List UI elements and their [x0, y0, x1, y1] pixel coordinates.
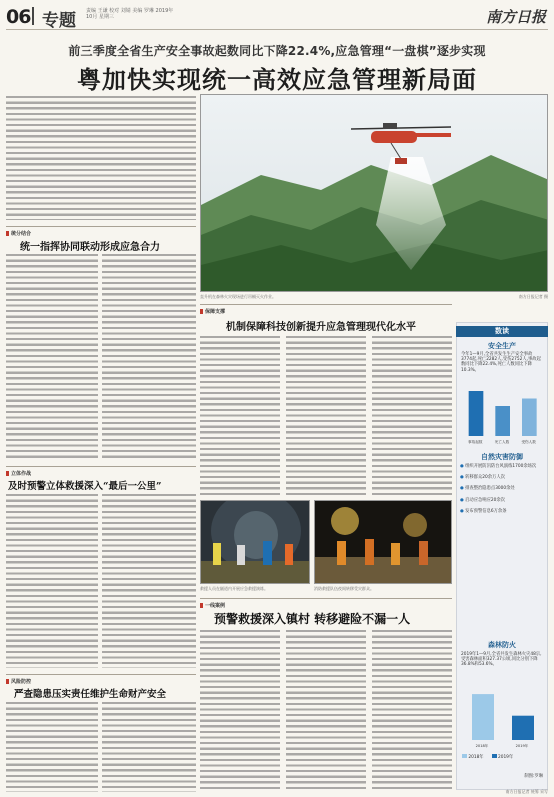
chart-bar	[472, 694, 494, 740]
body-text	[102, 494, 196, 668]
night-rescue-photo	[314, 500, 452, 584]
section-rule	[200, 598, 452, 599]
list-item: ● 排查整治隐患点3000余处	[460, 486, 515, 492]
legend-item: 2018年	[462, 754, 484, 760]
photo-caption: 消防救援队伍夜间转移受灾群众。	[314, 586, 374, 591]
forest-fire-bar-chart	[462, 686, 542, 742]
chart-category-label: 死亡人数	[494, 440, 510, 444]
section-label: 保障支撑	[200, 308, 225, 315]
section-rule	[200, 304, 452, 305]
list-item: ● 发布预警信息6万余条	[460, 508, 507, 514]
body-text	[6, 494, 98, 668]
chart-category-label: 2019年	[515, 744, 529, 748]
section-title: 统一指挥协同联动形成应急合力	[20, 242, 160, 253]
accident-chart-categories	[462, 440, 542, 445]
section-title: 机制保障科技创新提升应急管理现代化水平	[226, 322, 416, 333]
body-text	[102, 254, 196, 460]
section-name: 专题	[42, 11, 76, 31]
sidebar-block-title: 森林防火	[488, 641, 516, 649]
body-text	[286, 630, 366, 792]
section-rule	[6, 226, 196, 227]
chart-category-label: 受伤人数	[521, 440, 536, 444]
chart-bar	[495, 406, 510, 436]
section-rule	[6, 466, 196, 467]
chart-legend	[462, 754, 544, 760]
main-headline: 粤加快实现统一高效应急管理新局面	[77, 65, 477, 94]
accident-bar-chart	[462, 386, 542, 438]
section-rule	[6, 674, 196, 675]
kicker-headline: 前三季度全省生产安全事故起数同比下降22.4%,应急管理“一盘棋”逐步实现	[68, 44, 486, 58]
sidebar-title: 数读	[456, 326, 548, 337]
chart-bar	[522, 399, 537, 437]
sidebar-block-text: 2019年1—9月,全省共发生森林火灾48宗,受害森林面积327.37公顷,同比分别下降36.8%和53.6%。	[461, 652, 542, 668]
page-number: 06	[6, 6, 36, 28]
disaster-list	[460, 464, 544, 520]
tunnel-rescue-photo	[200, 500, 310, 584]
body-text	[6, 254, 98, 460]
body-text	[372, 630, 452, 792]
body-text	[372, 336, 452, 496]
chart-category-label: 2018年	[475, 744, 489, 748]
photo-caption: 救援人员在隧道内开展应急救援演练。	[200, 586, 268, 591]
list-item: ● 启动应急响应20余次	[460, 497, 505, 503]
sidebar-block-title: 自然灾害防御	[481, 453, 523, 461]
intro-text	[6, 96, 196, 220]
main-photo	[200, 94, 548, 292]
footer-credit: 南方日报记者 统筹 采写	[505, 789, 548, 794]
list-item: ● 组织开展防汛防台风演练1700余场次	[460, 464, 537, 469]
chart-bar	[512, 716, 534, 740]
section-label: 一线案例	[200, 602, 225, 609]
body-text	[200, 630, 280, 792]
chart-credit: 制图:罗琳	[524, 774, 543, 779]
masthead-meta: 责编 王谦 校对 刘婧 美编 罗琳 2019年10月 星期三	[86, 8, 174, 20]
forest-chart-categories	[462, 744, 542, 749]
section-title: 预警救援深入镇村 转移避险不漏一人	[214, 612, 411, 626]
section-label: 统分结合	[6, 230, 31, 237]
legend-item: 2019年	[492, 754, 514, 760]
chart-category-label: 事故起数	[468, 440, 483, 444]
body-text	[286, 336, 366, 496]
sidebar-block-text: 今年1—9月,全省共发生生产安全事故3774起,死亡2282人,受伤2752人,事故起数同比下降22.4%,死亡人数同比下降10.3%。	[461, 352, 541, 373]
main-photo-credit: 南方日报记者 摄	[518, 294, 548, 299]
section-title: 及时预警立体救援深入“最后一公里”	[8, 481, 162, 492]
newspaper-logo: 南方日报	[485, 8, 546, 26]
main-photo-caption: 直升机在森林火灾现场进行吊桶灭火作业。	[200, 294, 276, 299]
section-title: 严查隐患压实责任维护生命财产安全	[14, 689, 167, 700]
section-label: 风险防控	[6, 678, 31, 685]
body-text	[200, 336, 280, 496]
body-text	[102, 702, 196, 792]
sidebar-block-title: 安全生产	[488, 342, 516, 350]
chart-bar	[469, 391, 484, 436]
section-label: 立体作战	[6, 470, 31, 477]
body-text	[6, 702, 98, 792]
list-item: ● 转移群众20余万人次	[460, 475, 505, 481]
